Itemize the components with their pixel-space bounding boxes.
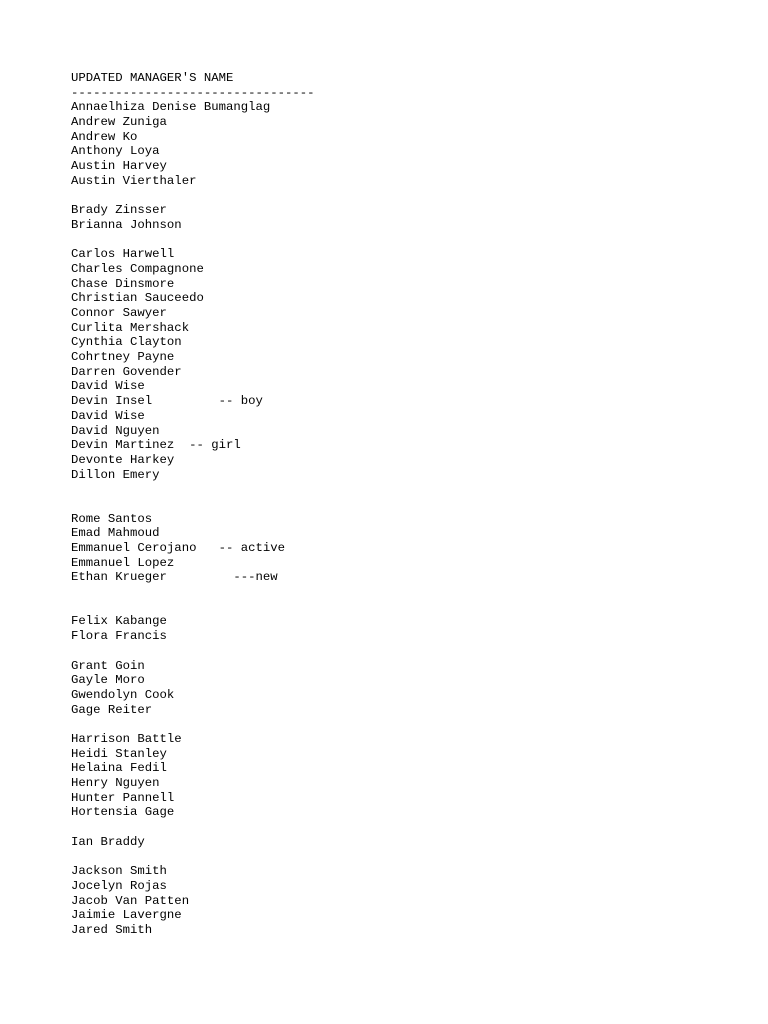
manager-name-line bbox=[71, 497, 768, 512]
manager-name-line: Rome Santos bbox=[71, 511, 153, 526]
manager-name-line bbox=[71, 820, 768, 835]
manager-name-line: Devin Insel -- boy bbox=[71, 394, 263, 409]
manager-name-line: Flora Francis bbox=[71, 629, 167, 644]
manager-name-line: Harrison Battle bbox=[71, 731, 182, 746]
manager-name-line: Hortensia Gage bbox=[71, 805, 175, 820]
manager-name-line: Emmanuel Lopez bbox=[71, 555, 175, 570]
title-rule: --------------------------------- bbox=[71, 85, 315, 100]
document-title: UPDATED MANAGER'S NAME bbox=[71, 71, 234, 85]
manager-name-line: Jocelyn Rojas bbox=[71, 878, 167, 893]
manager-name-line: Darren Govender bbox=[71, 364, 182, 379]
manager-name-line: Heidi Stanley bbox=[71, 746, 167, 761]
manager-name-line: Grant Goin bbox=[71, 658, 145, 673]
manager-name-line: Cynthia Clayton bbox=[71, 335, 182, 350]
manager-name-line bbox=[71, 600, 768, 615]
manager-name-line: Devin Martinez -- girl bbox=[71, 438, 241, 453]
manager-name-line: Jackson Smith bbox=[71, 864, 167, 879]
manager-name-line: David Nguyen bbox=[71, 423, 160, 438]
manager-name-line: Curlita Mershack bbox=[71, 320, 190, 335]
manager-name-line: David Wise bbox=[71, 408, 145, 423]
manager-name-line bbox=[71, 482, 768, 497]
manager-name-line: Brady Zinsser bbox=[71, 203, 167, 218]
manager-name-line: Hunter Pannell bbox=[71, 790, 175, 805]
manager-name-line: Andrew Zuniga bbox=[71, 115, 167, 130]
manager-name-line: Gage Reiter bbox=[71, 702, 153, 717]
manager-name-line: Devonte Harkey bbox=[71, 452, 175, 467]
manager-name-line bbox=[71, 585, 768, 600]
manager-name-line: Chase Dinsmore bbox=[71, 276, 175, 291]
manager-name-line: Anthony Loya bbox=[71, 144, 160, 159]
manager-name-line: Austin Harvey bbox=[71, 159, 167, 174]
manager-name-line: Helaina Fedil bbox=[71, 761, 167, 776]
manager-name-line: Henry Nguyen bbox=[71, 776, 160, 790]
manager-name-line: Brianna Johnson bbox=[71, 217, 182, 232]
manager-name-line: Austin Vierthaler bbox=[71, 173, 197, 188]
manager-name-line: Gwendolyn Cook bbox=[71, 687, 175, 702]
manager-name-line: Jaimie Lavergne bbox=[71, 908, 182, 923]
manager-name-line: Jared Smith bbox=[71, 922, 153, 937]
manager-name-line: Gayle Moro bbox=[71, 673, 145, 688]
manager-name-line: Emmanuel Cerojano -- active bbox=[71, 541, 286, 555]
manager-name-line: Charles Compagnone bbox=[71, 261, 204, 276]
manager-name-line: David Wise bbox=[71, 379, 145, 394]
manager-name-line: Annaelhiza Denise Bumanglag bbox=[71, 100, 271, 115]
manager-name-line: Emad Mahmoud bbox=[71, 526, 160, 541]
manager-name-line bbox=[71, 644, 768, 659]
manager-name-line bbox=[71, 233, 768, 248]
manager-name-line: Christian Sauceedo bbox=[71, 291, 204, 306]
manager-name-line bbox=[71, 189, 768, 204]
manager-name-line: Cohrtney Payne bbox=[71, 350, 175, 365]
manager-name-line: Ian Braddy bbox=[71, 834, 145, 849]
document-page bbox=[71, 71, 768, 938]
manager-name-line bbox=[71, 849, 768, 864]
manager-name-line: Connor Sawyer bbox=[71, 306, 167, 320]
manager-name-list bbox=[71, 100, 768, 937]
manager-name-line: Ethan Krueger ---new bbox=[71, 570, 278, 585]
manager-name-line: Andrew Ko bbox=[71, 129, 138, 144]
manager-name-line bbox=[71, 717, 768, 732]
manager-name-line: Felix Kabange bbox=[71, 614, 167, 629]
manager-name-line: Jacob Van Patten bbox=[71, 893, 190, 908]
manager-name-line: Carlos Harwell bbox=[71, 247, 175, 262]
manager-name-line: Dillon Emery bbox=[71, 467, 160, 482]
